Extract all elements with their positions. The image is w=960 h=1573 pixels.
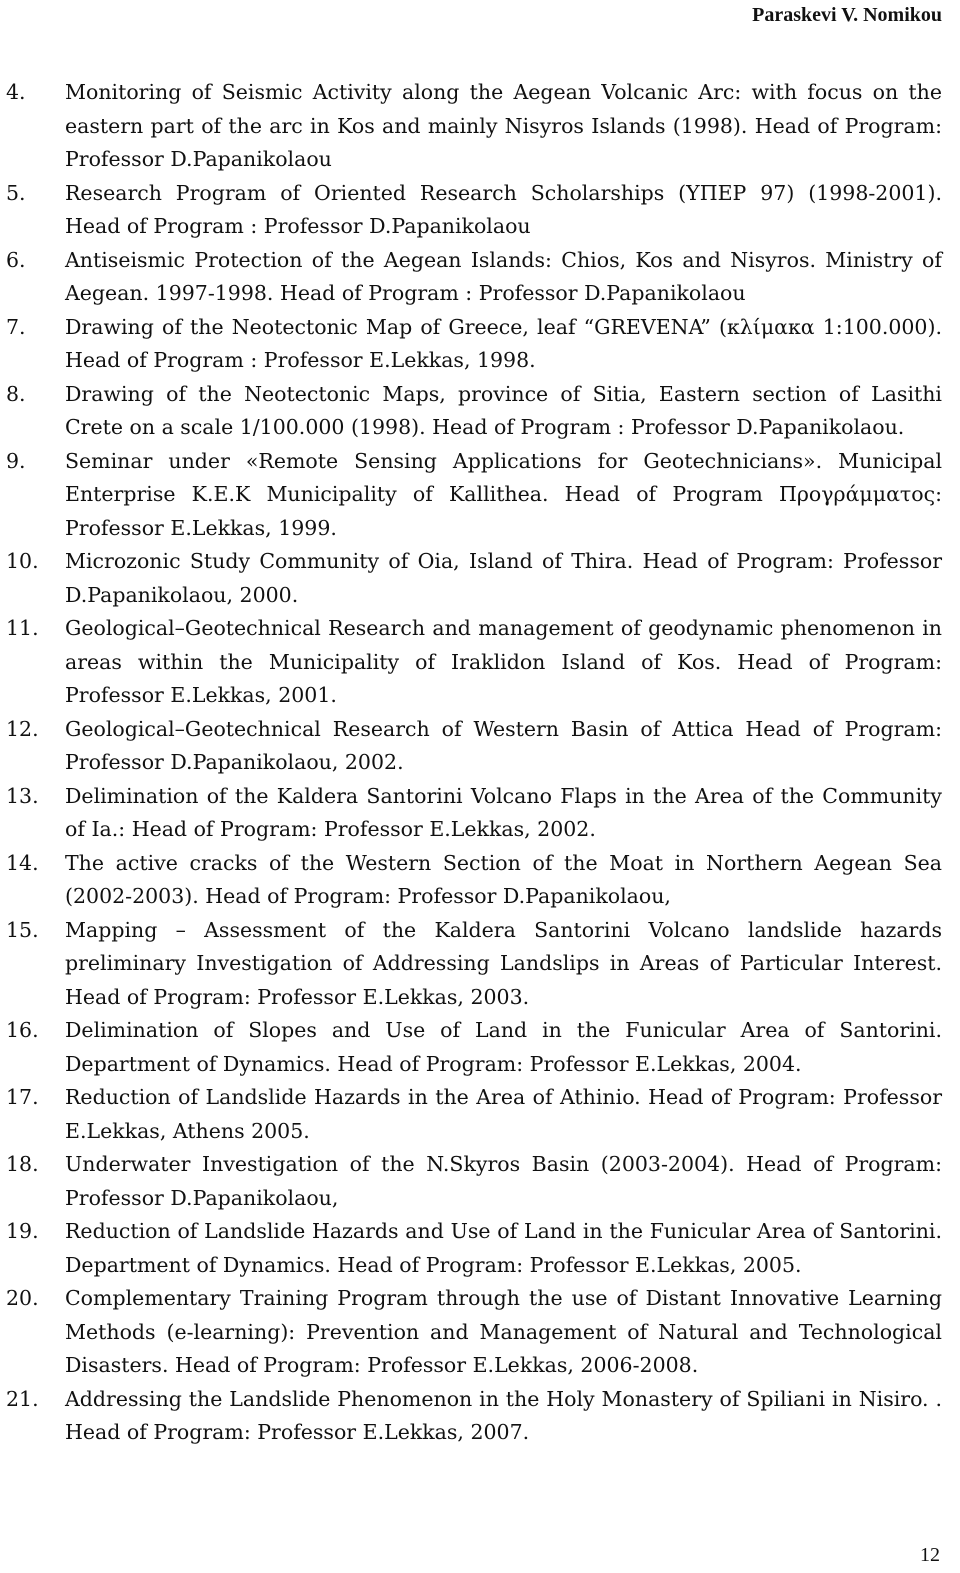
item-text: Geological–Geotechnical Research and management of geodynamic phenomenon in areas within the Municipality of Iraklidon Island of Kos. Head of Program: Professor E.Lekkas, 2001. xyxy=(65,616,942,707)
item-text: Addressing the Landslide Phenomenon in the Holy Monastery of Spiliani in Nisiro. . Head of Program: Professor E.Lekkas, 2007. xyxy=(65,1386,942,1444)
item-text: Mapping – Assessment of the Kaldera Santorini Volcano landslide hazards preliminary Investigation of Addressing Landslips in Areas of Particular Interest. Head of Program: Professor E.Lekkas, 2003. xyxy=(65,917,942,1009)
item-text: Research Program of Oriented Research Scholarships (ΥΠΕΡ 97) (1998-2001). Head of Program : Professor D.Papanikolaou xyxy=(65,180,942,238)
list-item xyxy=(4,1215,942,1282)
list-item xyxy=(4,780,942,847)
list-item xyxy=(4,847,942,914)
item-text: Antiseismic Protection of the Aegean Islands: Chios, Kos and Nisyros. Ministry of Aegean. 1997-1998. Head of Program : Professor D.Papanikolaou xyxy=(65,247,942,305)
page-header-author: Paraskevi V. Nomikou xyxy=(752,4,942,26)
item-number: 7. xyxy=(6,314,26,339)
item-text: Drawing of the Neotectonic Maps, province of Sitia, Eastern section of Lasithi Crete on a scale 1/100.000 (1998). Head of Program : Professor D.Papanikolaou. xyxy=(65,381,942,439)
item-number: 17. xyxy=(6,1085,39,1109)
list-item xyxy=(4,612,942,713)
item-number: 12. xyxy=(6,716,39,741)
item-number: 16. xyxy=(6,1018,39,1042)
list-item xyxy=(4,177,942,244)
item-number: 19. xyxy=(6,1219,39,1243)
list-item xyxy=(4,914,942,1015)
item-number: 8. xyxy=(6,381,26,406)
item-text: Seminar under «Remote Sensing Applications for Geotechnicians». Municipal Enterprise K.E.K Municipality of Kallithea. Head of Program Προγράμματος: Professor E.Lekkas, 1999. xyxy=(65,448,942,540)
list-item xyxy=(4,1383,942,1450)
item-number: 20. xyxy=(6,1286,39,1310)
item-number: 5. xyxy=(6,180,26,205)
item-number: 18. xyxy=(6,1152,39,1176)
item-text: Monitoring of Seismic Activity along the Aegean Volcanic Arc: with focus on the eastern part of the arc in Kos and mainly Nisyros Islands (1998). Head of Program: Professor D.Papanikolaou xyxy=(65,80,942,171)
item-number: 4. xyxy=(6,80,26,104)
item-text: Delimination of the Kaldera Santorini Volcano Flaps in the Area of the Community of Ia.: Head of Program: Professor E.Lekkas, 2002. xyxy=(65,783,942,841)
item-number: 21. xyxy=(6,1386,39,1411)
list-item xyxy=(4,445,942,546)
page-number: 12 xyxy=(920,1544,940,1566)
item-number: 15. xyxy=(6,917,39,942)
item-text: Reduction of Landslide Hazards and Use of Land in the Funicular Area of Santorini. Department of Dynamics. Head of Program: Professor E.Lekkas, 2005. xyxy=(65,1219,942,1277)
item-text: Underwater Investigation of the N.Skyros Basin (2003-2004). Head of Program: Professor D.Papanikolaou, xyxy=(65,1152,942,1210)
item-number: 11. xyxy=(6,616,39,640)
list-item xyxy=(4,378,942,445)
item-text: The active cracks of the Western Section of the Moat in Northern Aegean Sea (2002-2003). Head of Program: Professor D.Papanikolaou, xyxy=(65,850,942,908)
item-text: Complementary Training Program through the use of Distant Innovative Learning Methods (e-learning): Prevention and Management of Natural and Technological Disasters. Head of Program: Professor E.Lekkas, 2006-2008. xyxy=(65,1286,942,1377)
list-item xyxy=(4,545,942,612)
item-number: 9. xyxy=(6,448,26,473)
item-number: 13. xyxy=(6,783,39,808)
list-item xyxy=(4,1014,942,1081)
list-item xyxy=(4,311,942,378)
item-number: 6. xyxy=(6,247,26,272)
item-text: Reduction of Landslide Hazards in the Area of Athinio. Head of Program: Professor E.Lekkas, Athens 2005. xyxy=(65,1085,942,1143)
list-item xyxy=(4,76,942,177)
list-item xyxy=(4,1282,942,1383)
list-item xyxy=(4,713,942,780)
list-item xyxy=(4,1081,942,1148)
list-item xyxy=(4,244,942,311)
item-number: 14. xyxy=(6,850,39,875)
list-item xyxy=(4,1148,942,1215)
item-number: 10. xyxy=(6,549,39,573)
item-text: Delimination of Slopes and Use of Land in the Funicular Area of Santorini. Department of Dynamics. Head of Program: Professor E.Lekkas, 2004. xyxy=(65,1018,942,1076)
item-text: Microzonic Study Community of Oia, Island of Thira. Head of Program: Professor D.Papanikolaou, 2000. xyxy=(65,549,942,607)
item-text: Drawing of the Neotectonic Map of Greece, leaf “GREVENA” (κλίμακα 1:100.000). Head of Program : Professor E.Lekkas, 1998. xyxy=(65,314,942,372)
item-text: Geological–Geotechnical Research of Western Basin of Attica Head of Program: Professor D.Papanikolaou, 2002. xyxy=(65,716,942,774)
program-list xyxy=(4,76,942,1450)
